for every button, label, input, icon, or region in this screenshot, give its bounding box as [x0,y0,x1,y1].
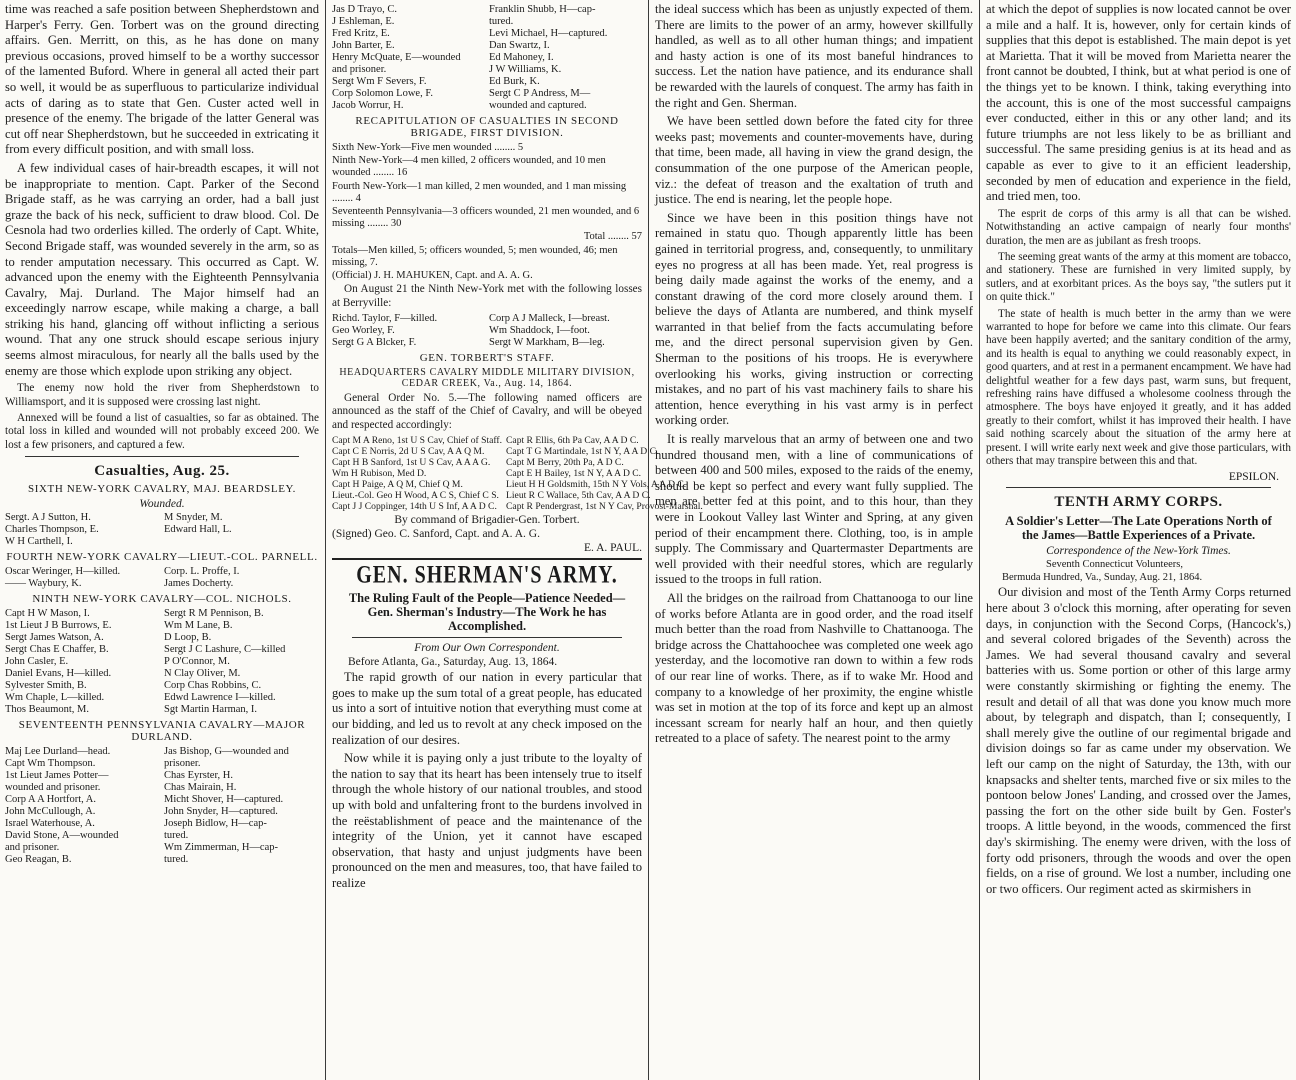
list-item: Capt C E Norris, 2d U S Cav, A A Q M. [332,446,485,458]
list-item: wounded and captured. [489,100,587,111]
list-item: Capt H Paige, A Q M, Chief Q M. [332,479,463,491]
list-item: Capt M Berry, 20th Pa, A D C. [506,457,624,469]
list-item: John McCullough, A. [5,806,96,818]
list-item: Jas Bishop, G—wounded and [164,746,289,758]
list-item: N Clay Oliver, M. [164,668,241,680]
list-item: Sergt G A Blcker, F. [332,337,417,349]
list-item: Sergt W Markham, B—leg. [489,337,605,349]
list-item: Ed Burk, K. [489,76,540,87]
list-item: Capt H B Sanford, 1st U S Cav, A A A G. [332,457,491,469]
list-item: and prisoner. [5,842,60,854]
column-2 [327,2,703,1078]
list-item: D Loop, B. [164,632,212,644]
column-4 [981,2,1296,1078]
list-item: Sergt R M Pennison, B. [164,608,264,620]
article-headline: TENTH ARMY CORPS. [1054,494,1223,511]
list-item: Capt T G Martindale, 1st N Y, A A D C. [506,446,659,458]
list-item: Maj Lee Durland—head. [5,746,111,758]
article-paragraph: Annexed will be found a list of casualties, so far as obtained. The total loss in killed and wounded will not probably exceed 200. We lost a few prisoners, and captured a few. [5,412,319,451]
regiment-heading: SIXTH NEW-YORK CAVALRY, MAJ. BEARDSLEY. [28,483,296,496]
list-item: Sylvester Smith, B. [5,680,87,692]
regiment-heading: FOURTH NEW-YORK CAVALRY—LIEUT.-COL. PARNELL. [6,551,318,564]
list-item: Sergt James Watson, A. [5,632,104,644]
list-item: Capt J J Coppinger, 14th U S Inf, A A D C. [332,501,497,513]
section-heading: Casualties, Aug. 25. [94,463,230,480]
list-item: Franklin Shubb, H—cap- [489,4,596,15]
list-item: Daniel Evans, H—killed. [5,668,112,680]
article-signature: EPSILON. [1228,471,1279,484]
recap-signature: (Official) J. H. MAHUKEN, Capt. and A. A. G. [332,270,533,282]
divider [25,456,299,457]
list-item: Oscar Weringer, H—killed. [5,566,121,578]
casualty-list [5,566,319,590]
article-credit: From Our Own Correspondent. [414,642,560,655]
list-item: tured. [164,854,189,866]
list-item: wounded and prisoner. [5,782,101,794]
order-authority: By command of Brigadier-Gen. Torbert. [394,514,580,527]
list-item: Corp A A Hortfort, A. [5,794,97,806]
article-paragraph: time was reached a safe position between Shepherdstown and Harper's Ferry. Gen. Torbert was on the ground directing affairs. Gen. Merritt, on this, as he has done on many previous occasions, proved himself to be a worthy successor of the lamented Buford. Where in general all acted their part so well, it would be as superfluous to particularize individual acts of daring as to state that Gen. Custer acted well in presence of the enemy. The brigade of the latter General was cut off near Shepherdstown, but he succeeded in extricating it from every difficult position, and with small loss. [5,2,319,157]
article-paragraph: All the bridges on the railroad from Chattanooga to our line of works before Atlanta are in good order, and the road itself much better than the road from Nashville to Chattanooga. The bridge across the Chattahoochee was completed one week ago yesterday, and the locomotive ran down to within a few rods of our rear line of works. There, as if to wake Mr. Hood and company to a knowledge of her proximity, the engine whistle was set in motion at the top of its force and kept up an almost incessant scream for nearly half an hour, and then quietly retreated to a place of safety. The nearest point to the army [655,590,973,746]
list-item: —— Waybury, K. [5,578,82,590]
article-paragraph: On August 21 the Ninth New-York met with the following losses at Berryville: [332,283,642,309]
article-paragraph: The rapid growth of our nation in every particular that goes to make up the sum total of a great people, has educated us into a sort of intuitive notion that everything must come at our bidding, and led us to revolt at any check imposed on the realization of our desires. [332,670,642,747]
casualty-list [332,313,642,349]
recap-line: Seventeenth Pennsylvania—3 officers wounded, 21 men wounded, and 6 missing ........ 30 [332,206,640,230]
recap-line: Totals—Men killed, 5; officers wounded, 5; men wounded, 46; men missing, 7. [332,244,618,268]
list-item: Wm Chaple, L—killed. [5,692,105,704]
article-deck: The Ruling Fault of the People—Patience Needed—Gen. Sherman's Industry—The Work he has Accomplished. [348,591,626,634]
column-3 [650,2,978,1078]
list-item: Lieut H H Goldsmith, 15th N Y Vols, A A D C. [506,479,687,491]
order-signature: (Signed) Geo. C. Sanford, Capt. and A. A. G. [332,528,540,541]
article-deck: A Soldier's Letter—The Late Operations North of the James—Battle Experiences of a Private. [1005,514,1272,543]
column-rule [648,0,649,1080]
article-paragraph: The esprit de corps of this army is all that can be wished. Notwithstanding an active campaign of nearly four months' duration, the men are as jubilant as fresh troops. [986,207,1291,247]
list-item: prisoner. [164,758,201,770]
list-item: W H Carthell, I. [5,536,73,548]
column-rule [325,0,326,1080]
list-item: tured. [164,830,189,842]
list-item: John Barter, E. [332,40,395,51]
list-item: Sergt. A J Sutton, H. [5,512,91,524]
article-paragraph: Our division and most of the Tenth Army Corps returned here about 3 o'clock this morning, after operating for seven days, in conjunction with the Second Corps, (Hancock's,) and several colored brigades of the Seventh) across the James. We had several thousand cavalry and several batteries with us. Some portion or other of this large army were constantly skirmishing or fighting the enemy. The result and detail of all that was done you know much more about, by telegraph and dispatch, than I; consequently, I shall merely give the outline of our regimental brigade and division doings so far as came under my observation. We left our camp on the night of Saturday, the 13th, with our knapsacks and shelter tents, marched five or six miles to the pontoon below Jones' Landing, and crossed over the James, passing the fort on the other side built by Gen. Foster's troops. A little beyond, in the woods, commenced the first day's skirmishing. The enemy were driven, with the loss of forty odd prisoners, through the woods and over the open fields, on a rise of ground. We lost a number, including one or two officers. Our regiment acted as skirmishers in [986,585,1291,896]
list-item: Charles Thompson, E. [5,524,99,536]
section-heading: GEN. TORBERT'S STAFF. [419,352,555,365]
list-item: Sergt C P Andress, M— [489,88,591,99]
list-item: Micht Shover, H—captured. [164,794,284,806]
list-item: Joseph Bidlow, H—cap- [164,818,267,830]
article-paragraph: at which the depot of supplies is now located cannot be over a mile and a half. It is, however, only for certain kinds of supplies that this depot is established. The main depot is yet at Marietta. That it will be moved from Marietta nearer the front cannot be doubted, I think, but at what period is one of the things yet to be known. I think, taking everything into the account, this is one of the most successful campaigns ever conducted, either in this or any other land; and its future triumphs are not less likely to be as brilliant and successful. The same presiding genius is at its head and as capable as ever to give to it an efficient leadership, seconded by men of education and experience in the field, and tried men, too. [986,2,1291,204]
list-item: James Docherty. [164,578,234,590]
list-item: J Eshleman, E. [332,16,395,27]
list-item: Wm Shaddock, I—foot. [489,325,590,337]
article-dateline: Before Atlanta, Ga., Saturday, Aug. 13, 1864. [348,656,558,669]
article-paragraph: Since we have been in this position things have not remained in statu quo. Though apparently little has been gained in territorial progress, and, consequently, to unmilitary eyes no progress at all has been made. Yet, real progress is being daily made against the works of the enemy, and a constant drawing of the cord more closely around them. I believe the days of Atlanta are numbered, and think myself warranted in that belief from the facts accumulating before me, and the direct personal supervision given by Gen. Sherman to the positions of his troops. He is everywhere overlooking his works, giving instruction or correcting mistakes, and no part of his vast machinery fails to share his attention, hence everything in his vast army is in perfect working order. [655,210,973,428]
list-item: Henry McQuate, E—wounded [332,52,461,63]
divider [352,637,622,638]
list-item: Corp A J Malleck, I—breast. [489,313,610,325]
list-item: John Snyder, H—captured. [164,806,278,818]
column-rule [979,0,980,1080]
recap-line: Fourth New-York—1 man killed, 2 men wounded, and 1 man missing ........ 4 [332,180,627,204]
article-headline: GEN. SHERMAN'S ARMY. [356,561,618,589]
list-item: J W Williams, K. [489,64,562,75]
article-paragraph: The state of health is much better in the army than we were warranted to hope for before we came into this climate. Our fears have been happily averted; and the sanitary condition of the army, and its health is equal to anything we could reasonably expect, in good quarters, and at rest in a permanent encampment. We have had delightful weather for a few days past, warm suns, but frequent, refreshing rains have diffused a wholesome coolness through the atmosphere. The boys have enjoyed it greatly, and it has added greatly to their comfort, whilst it has improved their health. I have said nothing scarcely about the situation of the army here at present. I will write early next week and give those particulars, with others that may transpire between this and that. [986,307,1291,468]
column-1 [0,2,324,1078]
casualty-list [5,746,319,866]
list-item: Jas D Trayo, C. [332,4,398,15]
article-paragraph: Now while it is paying only a just tribute to the loyalty of the nation to say that its heart has been intensely true to itself through the whole history of our national troubles, and stood up with bold and unfaltering front to the burdens involved in the reëstablishment of peace and the maintenance of the integrity of the Union, yet it cannot have escaped observation, that hasty and unjust judgments have been pronounced on the men and measures, too, that have failed to realize [332,751,642,890]
list-item: Corp. L. Proffe, I. [164,566,240,578]
article-paragraph: The enemy now hold the river from Shepherdstown to Williamsport, and it is supposed were crossing last night. [5,382,319,408]
list-item: Corp Chas Robbins, C. [164,680,262,692]
list-item: Sergt J C Lashure, C—killed [164,644,286,656]
list-item: Wm Zimmerman, H—cap- [164,842,279,854]
order-signature: E. A. PAUL. [583,542,642,555]
list-item: Corp Solomon Lowe, F. [332,88,433,99]
list-item: M Snyder, M. [164,512,223,524]
list-item: Geo Reagan, B. [5,854,72,866]
list-item: Fred Kritz, E. [332,28,390,39]
article-paragraph: The seeming great wants of the army at this moment are tobacco, and stationery. These are furnished in very limited supply, by sutlers, and at exorbitant prices. As the boys say, "the sutlers put it on quite thick." [986,250,1291,304]
list-item: tured. [489,16,514,27]
article-paragraph: General Order No. 5.—The following named officers are announced as the staff of the Chief of Cavalry, and will be obeyed and respected accordingly: [332,392,642,431]
list-item: Chas Mairain, H. [164,782,237,794]
article-paragraph: A few individual cases of hair-breadth escapes, it will not be inappropriate to mention. Capt. Parker of the Second Brigade staff, as he was carrying an order, had a ball just graze the back of his neck, sufficient to draw blood. Col. De Cesnola had two orderlies killed. The orderly of Capt. White, Second Brigade staff, was wounded severely in the arm, so as to render amputation necessary. This occurred as Capt. W. advanced upon the enemy with the Eighteenth Pennsylvania Cavalry, Maj. Durland. The Major himself had an exceedingly narrow escape, while making a charge, a ball striking his hand, glancing off without inflicting a serious wound. That any one struck should escape serious injury seems almost miraculous, for nearly all the balls used by the enemy are those which explode upon striking any object. [5,160,319,378]
regiment-heading: SEVENTEENTH PENNSYLVANIA CAVALRY—MAJOR DURLAND. [18,719,306,744]
list-item: Capt R Ellis, 6th Pa Cav, A A D C. [506,435,639,447]
list-item: Jacob Worrur, H. [332,100,404,111]
list-item: David Stone, A—wounded [5,830,119,842]
casualty-list [5,512,319,548]
list-item: Capt E H Bailey, 1st N Y, A A D C. [506,468,642,480]
list-item: Thos Beaumont, M. [5,704,89,716]
list-label: Wounded. [139,498,185,511]
casualty-list [5,608,319,716]
list-item: John Casler, E. [5,656,69,668]
regiment-heading: NINTH NEW-YORK CAVALRY—COL. NICHOLS. [32,593,292,606]
recap-heading: RECAPITULATION OF CASUALTIES IN SECOND BRIGADE, FIRST DIVISION. [355,115,619,139]
list-item: Edwd Lawrence I—killed. [164,692,276,704]
list-item: Sergt Wm F Severs, F. [332,76,427,87]
list-item: 1st Lieut James Potter— [5,770,109,782]
list-item: Wm M Lane, B. [164,620,233,632]
list-item: Sergt Chas E Chaffer, B. [5,644,109,656]
article-dateline: Seventh Connecticut Volunteers, [1046,559,1183,571]
list-item: Chas Eyrster, H. [164,770,233,782]
list-item: Dan Swartz, I. [489,40,550,51]
divider [1006,487,1271,488]
recap-table [332,142,642,282]
recap-total: Total ........ 57 [583,231,642,243]
list-item: Ed Mahoney, I. [489,52,554,63]
list-item: Wm H Rubison, Med D. [332,468,427,480]
list-item [164,536,319,548]
list-item: Geo Worley, F. [332,325,395,337]
article-paragraph: It is really marvelous that an army of between one and two hundred thousand men, with a line of communications of between 400 and 500 miles, exposed to the raids of the enemy, should be kept so perfect and every want fully supplied. The men are better fed at this point, and to this hour, than they were in Lookout Valley last Winter and Spring, at any given period of their encampment there. Clothing, too, is in ample supply. The Commissary and Quartermaster Departments are well provided with their needful stores, which are regularly issued to the troops in full ration. [655,432,973,587]
list-item: P O'Connor, M. [164,656,230,668]
casualty-list [332,4,642,112]
article-paragraph: the ideal success which has been as unjustly expected of them. There are limits to the power of an army, however skillfully handled, as well as to all other human things; and impatient and hasty action is one of its most baneful hindrances to success. Let the nation have patience, and its endurance shall be rewarded with the laurels of conquest. The army has faith in the right and Gen. Sherman. [655,2,974,110]
list-item: Capt M A Reno, 1st U S Cav, Chief of Staff. [332,435,503,447]
list-item: and prisoner. [332,64,387,75]
list-item: Lieut R C Wallace, 5th Cav, A A D C. [506,490,651,502]
list-item: Richd. Taylor, F—killed. [332,313,438,325]
list-item: Lieut.-Col. Geo H Wood, A C S, Chief C S. [332,490,499,502]
list-item: Capt H W Mason, I. [5,608,90,620]
recap-line: Ninth New-York—4 men killed, 2 officers wounded, and 10 men wounded ........ 16 [332,155,606,179]
list-item: Capt Wm Thompson. [5,758,96,770]
list-item: 1st Lieut J B Burrows, E. [5,620,112,632]
list-item: Israel Waterhouse, A. [5,818,95,830]
staff-list [332,435,703,513]
list-item: Sgt Martin Harman, I. [164,704,258,716]
article-dateline: Bermuda Hundred, Va., Sunday, Aug. 21, 1864. [1002,572,1203,584]
list-item: Edward Hall, L. [164,524,232,536]
article-credit: Correspondence of the New-York Times. [1046,545,1231,558]
list-item: Capt R Pendergrast, 1st N Y Cav, Provost-Marshal. [506,501,703,513]
article-paragraph: We have been settled down before the fated city for three weeks past; movements and counter-movements have, during that time, been made, all having in view the grand design, the consummation of the one purpose of the American people, viz.: the defeat of treason and the exaltation of truth and justice. The end is nearing, let the people hope. [655,114,973,207]
list-item: Levi Michael, H—captured. [489,28,608,39]
headquarters-line: HEADQUARTERS CAVALRY MIDDLE MILITARY DIVISION, CEDAR CREEK, Va., Aug. 14, 1864. [339,367,635,390]
recap-line: Sixth New-York—Five men wounded ........ 5 [332,142,524,153]
divider [332,558,642,560]
